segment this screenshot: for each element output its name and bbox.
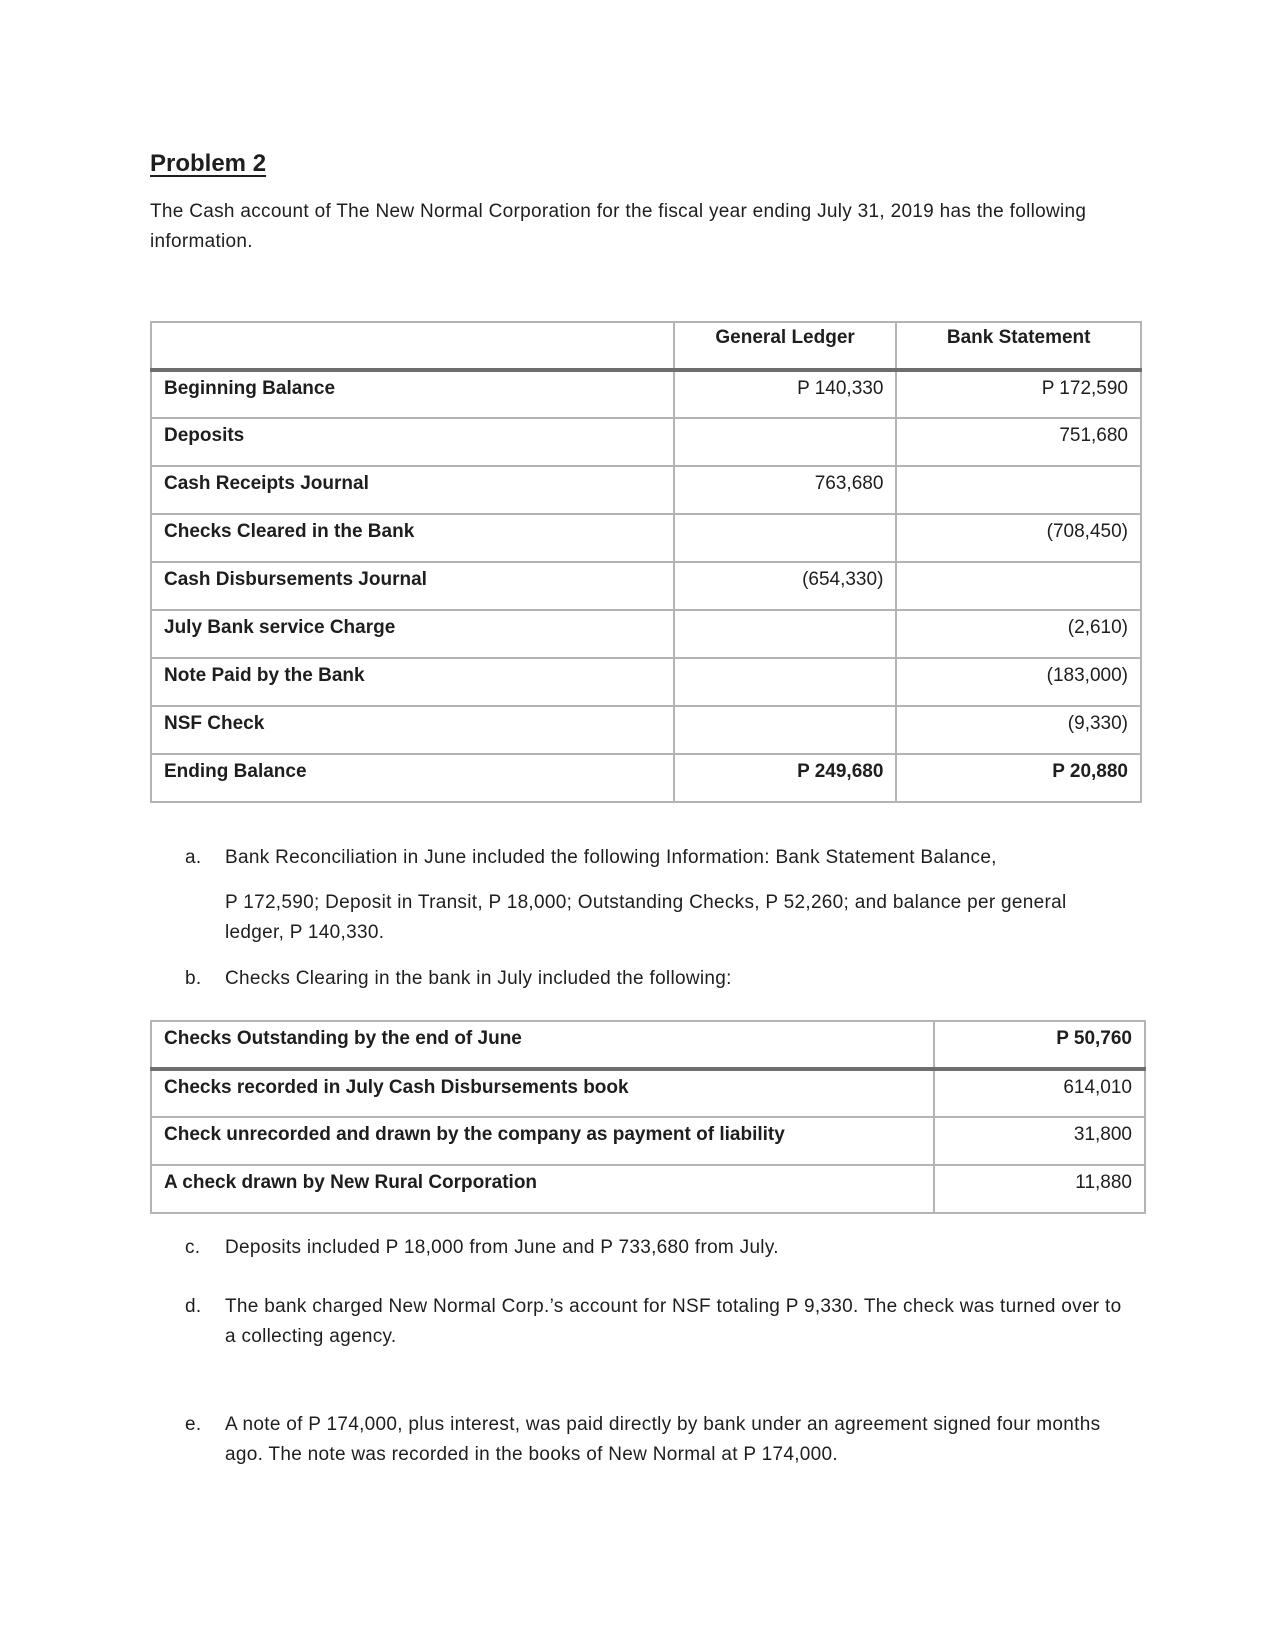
bank-statement-value: P 20,880 (896, 754, 1141, 802)
general-ledger-value (674, 610, 897, 658)
general-ledger-value: P 140,330 (674, 370, 897, 418)
table-row-ending-balance (151, 754, 1141, 802)
row-label: NSF Check (151, 706, 674, 754)
page-title: Problem 2 (150, 150, 267, 177)
bank-statement-value (896, 562, 1141, 610)
table-row (151, 514, 1141, 562)
note-letter: b. (185, 968, 202, 989)
note-text: A note of P 174,000, plus interest, was paid directly by bank under an agreement signed four months ago. The note was recorded in the books of New Normal at P 174,000. (225, 1414, 1101, 1465)
row-label: Note Paid by the Bank (151, 658, 674, 706)
header-general-ledger: General Ledger (674, 322, 897, 370)
table-row (151, 1165, 1145, 1213)
general-ledger-value: (654,330) (674, 562, 897, 610)
note-letter: e. (185, 1414, 202, 1435)
check-value: P 50,760 (934, 1021, 1145, 1069)
header-bank-statement: Bank Statement (896, 322, 1141, 370)
checks-clearing-table (150, 1020, 1146, 1214)
row-label: Ending Balance (151, 754, 674, 802)
note-text: Checks Clearing in the bank in July included the following: (225, 968, 732, 989)
table-row (151, 1117, 1145, 1165)
table-row (151, 610, 1141, 658)
row-label: Cash Receipts Journal (151, 466, 674, 514)
note-letter: c. (185, 1237, 201, 1258)
table-header-row (151, 322, 1141, 370)
table-row (151, 1069, 1145, 1117)
row-label: Beginning Balance (151, 370, 674, 418)
check-label: Checks Outstanding by the end of June (151, 1021, 934, 1069)
general-ledger-value: P 249,680 (674, 754, 897, 802)
check-label: A check drawn by New Rural Corporation (151, 1165, 934, 1213)
bank-statement-value: (9,330) (896, 706, 1141, 754)
general-ledger-value (674, 514, 897, 562)
bank-statement-value (896, 466, 1141, 514)
check-label: Check unrecorded and drawn by the company as payment of liability (151, 1117, 934, 1165)
row-label: Deposits (151, 418, 674, 466)
note-letter: d. (185, 1296, 202, 1317)
row-label: Cash Disbursements Journal (151, 562, 674, 610)
check-value: 614,010 (934, 1069, 1145, 1117)
table-row (151, 706, 1141, 754)
row-label: July Bank service Charge (151, 610, 674, 658)
general-ledger-value (674, 418, 897, 466)
check-label: Checks recorded in July Cash Disbursements book (151, 1069, 934, 1117)
intro-paragraph: The Cash account of The New Normal Corporation for the fiscal year ending July 31, 2019 has the following information. (150, 201, 1087, 252)
check-value: 11,880 (934, 1165, 1145, 1213)
general-ledger-value (674, 658, 897, 706)
cash-account-table (150, 321, 1142, 803)
bank-statement-value: (708,450) (896, 514, 1141, 562)
note-text: The bank charged New Normal Corp.’s account for NSF totaling P 9,330. The check was turned over to a collecting agency. (225, 1296, 1122, 1347)
bank-statement-value: (2,610) (896, 610, 1141, 658)
table-row (151, 466, 1141, 514)
bank-statement-value: (183,000) (896, 658, 1141, 706)
check-value: 31,800 (934, 1117, 1145, 1165)
table-row (151, 418, 1141, 466)
note-letter: a. (185, 847, 202, 868)
row-label: Checks Cleared in the Bank (151, 514, 674, 562)
table-row (151, 658, 1141, 706)
header-blank (151, 322, 674, 370)
note-text: Deposits included P 18,000 from June and P 733,680 from July. (225, 1237, 779, 1258)
bank-statement-value: 751,680 (896, 418, 1141, 466)
general-ledger-value: 763,680 (674, 466, 897, 514)
general-ledger-value (674, 706, 897, 754)
table-row (151, 1021, 1145, 1069)
table-row (151, 370, 1141, 418)
bank-statement-value: P 172,590 (896, 370, 1141, 418)
note-text: P 172,590; Deposit in Transit, P 18,000; Outstanding Checks, P 52,260; and balance per general ledger, P 140,330. (225, 892, 1067, 943)
note-text: Bank Reconciliation in June included the following Information: Bank Statement Balance, (225, 847, 997, 868)
table-row (151, 562, 1141, 610)
